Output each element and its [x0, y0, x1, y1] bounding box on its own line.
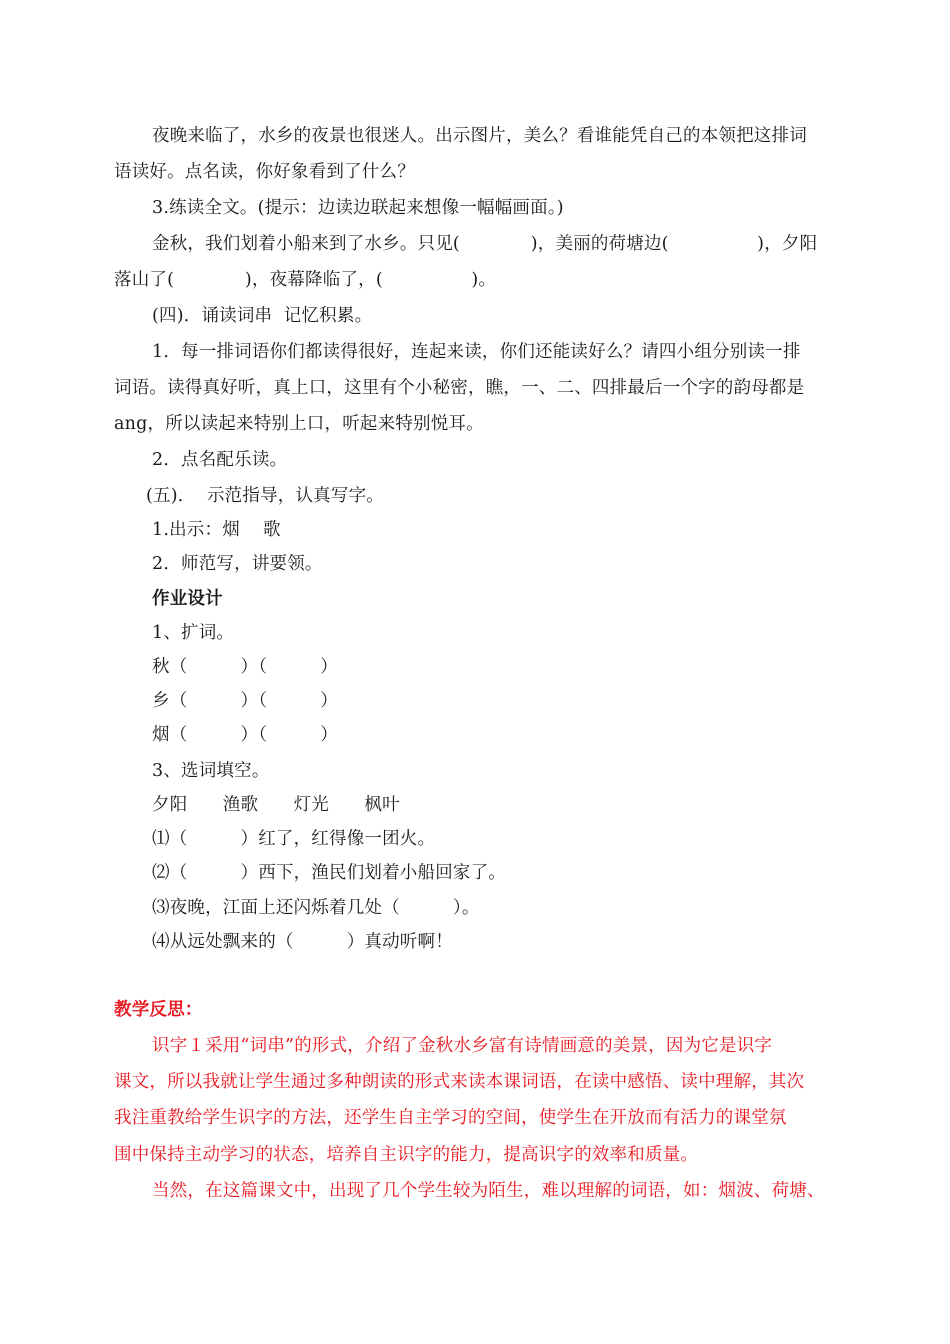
homework-q3-fill-2: ⑵（ ）西下，渔民们划着小船回家了。 — [152, 863, 506, 883]
section-heading-four: (四)．诵读词串 记忆积累。 — [152, 306, 373, 326]
section-heading-five: (五)． 示范指导，认真写字。 — [146, 486, 384, 506]
paragraph-practice-reading: 3.练读全文。(提示：边读边联起来想像一幅幅画面。) — [152, 198, 564, 218]
paragraph-music-reading: 2．点名配乐读。 — [152, 450, 288, 470]
paragraph-night-scene-line1: 夜晚来临了，水乡的夜景也很迷人。出示图片，美么？看谁能凭自己的本领把这排词 — [152, 126, 807, 146]
reflection-heading: 教学反思： — [114, 1000, 203, 1020]
homework-q3-word-bank: 夕阳 渔歌 灯光 枫叶 — [152, 795, 400, 815]
reflection-line5: 当然，在这篇课文中，出现了几个学生较为陌生，难以理解的词语，如：烟波、荷塘、 — [152, 1181, 825, 1201]
homework-q1-item-xiang: 乡（ ）（ ） — [152, 691, 338, 711]
paragraph-read-together-line1: 1．每一排词语你们都读得很好，连起来读，你们还能读好么？请四小组分别读一排 — [152, 342, 801, 362]
homework-q3-fill-3: ⑶夜晚，江面上还闪烁着几处（ ）。 — [152, 898, 480, 918]
homework-q1-item-qiu: 秋（ ）（ ） — [152, 657, 338, 677]
paragraph-night-scene-line2: 语读好。点名读，你好象看到了什么？ — [114, 162, 415, 182]
homework-q3-fill-4: ⑷从远处飘来的（ ）真动听啊！ — [152, 932, 453, 952]
paragraph-teacher-writing: 2．师范写，讲要领。 — [152, 554, 323, 574]
paragraph-read-together-line2: 词语。读得真好听，真上口，这里有个小秘密，瞧，一、二、四排最后一个字的韵母都是 — [114, 378, 805, 398]
homework-q3-title: 3、选词填空。 — [152, 761, 270, 781]
paragraph-read-together-line3: ang，所以读起来特别上口，听起来特别悦耳。 — [114, 414, 484, 434]
reflection-line2: 课文，所以我就让学生通过多种朗读的形式来读本课词语，在读中感悟、读中理解，其次 — [114, 1072, 805, 1092]
reflection-line3: 我注重教给学生识字的方法，还学生自主学习的空间，使学生在开放而有活力的课堂氛 — [114, 1108, 787, 1128]
reflection-line1: 识字１采用“词串”的形式，介绍了金秋水乡富有诗情画意的美景，因为它是识字 — [152, 1036, 773, 1056]
paragraph-fill-blank-line2: 落山了( )，夜幕降临了，( )。 — [114, 270, 497, 290]
paragraph-show-characters: 1.出示：烟 歌 — [152, 520, 281, 540]
homework-q1-item-yan: 烟（ ）（ ） — [152, 725, 338, 745]
homework-heading: 作业设计 — [152, 589, 223, 609]
reflection-line4: 围中保持主动学习的状态，培养自主识字的能力，提高识字的效率和质量。 — [114, 1145, 699, 1165]
homework-q1-title: 1、扩词。 — [152, 623, 235, 643]
paragraph-fill-blank-line1: 金秋，我们划着小船来到了水乡。只见( )，美丽的荷塘边( )，夕阳 — [152, 234, 818, 254]
homework-q3-fill-1: ⑴（ ）红了，红得像一团火。 — [152, 829, 436, 849]
